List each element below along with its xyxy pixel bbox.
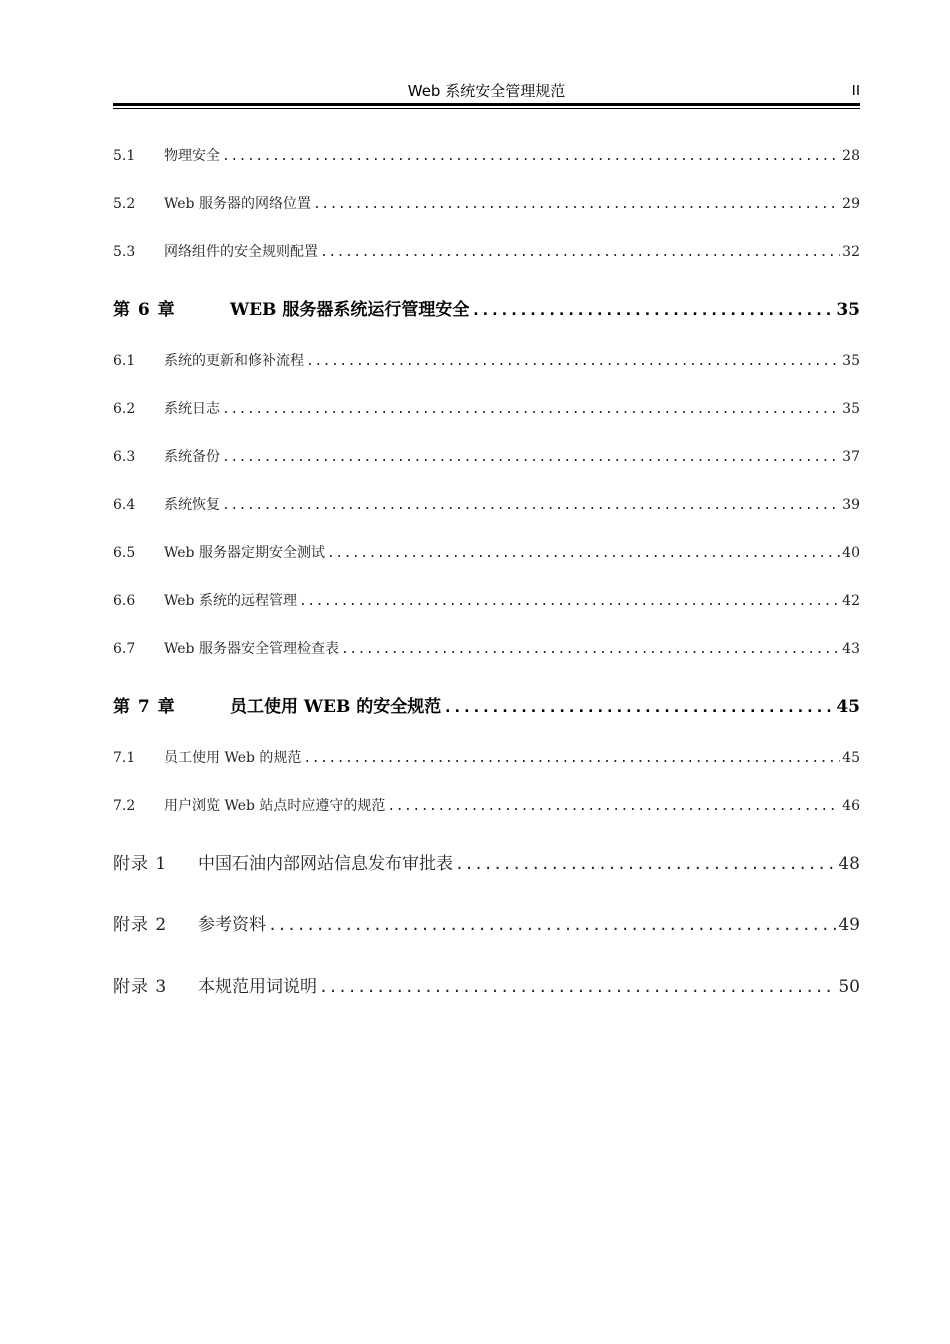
toc-page: 35	[842, 401, 860, 417]
toc-entry[interactable]	[113, 495, 860, 515]
toc-number: 7.2	[113, 798, 136, 814]
toc-page: 37	[842, 449, 860, 465]
toc-page: 32	[842, 244, 860, 260]
toc-chapter-number: 第 7 章	[113, 697, 176, 717]
toc-page: 40	[842, 545, 860, 561]
toc-number: 6.3	[113, 449, 136, 465]
toc-number: 7.1	[113, 750, 136, 766]
toc-number: 6.5	[113, 545, 136, 561]
header-page-number: II	[851, 82, 860, 99]
toc-entry[interactable]	[113, 146, 860, 166]
toc-page: 39	[842, 497, 860, 513]
toc-number: 6.2	[113, 401, 136, 417]
toc-appendix-title: 中国石油内部网站信息发布审批表	[198, 854, 453, 874]
toc-entry[interactable]	[113, 543, 860, 563]
toc-number: 5.1	[113, 148, 136, 164]
toc-appendix-entry[interactable]	[113, 912, 860, 938]
toc-page: 43	[842, 641, 860, 657]
toc-leader	[341, 640, 840, 659]
toc-entry[interactable]	[113, 194, 860, 214]
toc-title: Web 服务器的网络位置	[164, 196, 311, 212]
toc-entry[interactable]	[113, 591, 860, 611]
toc-page: 29	[842, 196, 860, 212]
toc-number: 5.2	[113, 196, 136, 212]
toc-number: 5.3	[113, 244, 136, 260]
toc-appendix-title: 参考资料	[198, 915, 266, 935]
toc-title: 用户浏览 Web 站点时应遵守的规范	[164, 798, 386, 814]
toc-leader	[319, 974, 836, 1000]
toc-page: 49	[838, 915, 860, 935]
toc-page: 28	[842, 148, 860, 164]
toc-page: 45	[836, 697, 860, 717]
toc-chapter-title: WEB 服务器系统运行管理安全	[230, 300, 470, 320]
toc-leader	[313, 195, 840, 214]
toc-title: Web 系统的远程管理	[164, 593, 297, 609]
toc-leader	[222, 496, 840, 515]
toc-chapter-entry[interactable]	[113, 694, 860, 720]
toc-leader	[303, 749, 840, 768]
header-rule-thin	[113, 108, 860, 109]
toc-number: 6.4	[113, 497, 136, 513]
toc-page: 35	[836, 300, 860, 320]
toc-leader	[443, 694, 834, 720]
toc-appendix-entry[interactable]	[113, 974, 860, 1000]
header-rule-thick	[113, 103, 860, 106]
toc-page: 48	[838, 854, 860, 874]
toc-title: 员工使用 Web 的规范	[164, 750, 302, 766]
page-header	[113, 80, 860, 102]
toc-page: 50	[838, 977, 860, 997]
toc-title: 物理安全	[164, 148, 220, 164]
toc-title: Web 服务器安全管理检查表	[164, 641, 339, 657]
toc-chapter-title: 员工使用 WEB 的安全规范	[230, 697, 442, 717]
toc-leader	[222, 448, 840, 467]
toc-entry[interactable]	[113, 796, 860, 816]
toc-entry[interactable]	[113, 447, 860, 467]
toc-page: 46	[842, 798, 860, 814]
toc-title: 系统日志	[164, 401, 220, 417]
toc-title: 网络组件的安全规则配置	[164, 244, 318, 260]
toc-entry[interactable]	[113, 399, 860, 419]
toc-leader	[320, 243, 840, 262]
toc-page: 35	[842, 353, 860, 369]
toc-appendix-entry[interactable]	[113, 851, 860, 877]
toc-leader	[268, 912, 836, 938]
toc-page: 45	[842, 750, 860, 766]
toc-leader	[306, 352, 840, 371]
toc-title: 系统备份	[164, 449, 220, 465]
toc-chapter-entry[interactable]	[113, 297, 860, 323]
toc-leader	[455, 851, 836, 877]
toc-title: Web 服务器定期安全测试	[164, 545, 325, 561]
toc-number: 6.7	[113, 641, 136, 657]
toc-entry[interactable]	[113, 748, 860, 768]
toc-number: 6.6	[113, 593, 136, 609]
toc-title: 系统恢复	[164, 497, 220, 513]
toc-leader	[471, 297, 834, 323]
toc-number: 6.1	[113, 353, 136, 369]
toc-appendix-number: 附录 2	[113, 915, 168, 935]
toc-appendix-number: 附录 3	[113, 977, 168, 997]
toc-appendix-number: 附录 1	[113, 854, 168, 874]
toc-title: 系统的更新和修补流程	[164, 353, 304, 369]
toc-entry[interactable]	[113, 351, 860, 371]
header-title: Web 系统安全管理规范	[407, 82, 566, 100]
toc-leader	[299, 592, 840, 611]
toc-leader	[222, 147, 840, 166]
toc-page: 42	[842, 593, 860, 609]
toc-leader	[387, 797, 840, 816]
toc-leader	[222, 400, 840, 419]
toc-entry[interactable]	[113, 242, 860, 262]
toc-leader	[327, 544, 840, 563]
toc-chapter-number: 第 6 章	[113, 300, 176, 320]
toc-entry[interactable]	[113, 639, 860, 659]
toc-appendix-title: 本规范用词说明	[198, 977, 317, 997]
